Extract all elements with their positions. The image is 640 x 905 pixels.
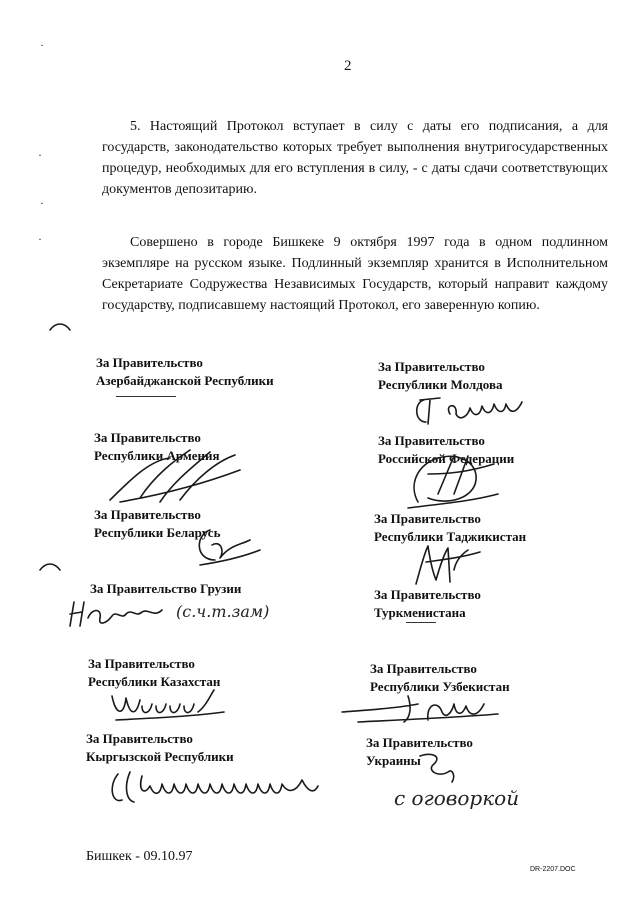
signature-moldova: [410, 392, 530, 432]
signature-georgia: [66, 596, 176, 636]
signatory-uzbekistan: За Правительство Республики Узбекистан: [370, 661, 510, 694]
paragraph-entry-into-force: [102, 116, 608, 200]
signature-kazakhstan: [106, 686, 236, 726]
signature-belarus: [190, 520, 270, 570]
signature-armenia: [100, 440, 250, 510]
paragraph-text: 5. Настоящий Протокол вступает в силу с даты его подписания, а для государств, законодательство которых требует выполнения внутригосударственных процедур, необходимых для его вступления в силу, - с даты сдачи соответствующих документов депозитарию.: [102, 119, 608, 197]
signatory-armenia: За Правительство Республики Армения: [94, 430, 220, 463]
paragraph-done-at: [102, 232, 608, 316]
signatory-georgia: За Правительство Грузии: [90, 581, 242, 596]
signature-ukraine: [412, 748, 462, 788]
signatory-kyrgyzstan: За Правительство Кыргызской Республики: [86, 731, 234, 764]
signatory-turkmenistan: За Правительство Туркменистана: [374, 587, 481, 620]
signature-uzbekistan: [338, 690, 508, 730]
signatory-kazakhstan: За Правительство Республики Казахстан: [88, 656, 221, 689]
signatory-ukraine: За Правительство Украины: [366, 735, 473, 768]
place-date: Бишкек - 09.10.97: [86, 849, 193, 864]
paragraph-text: Совершено в городе Бишкеке 9 октября 1997 года в одном подлинном экземпляре на русском языке. Подлинный экземпляр хранится в Исполнительном Секретариате Содружества Независимых Государств, который направит каждому государству, подписавшему настоящий Протокол, его заверенную копию.: [102, 235, 608, 313]
page-number: 2: [344, 58, 352, 74]
signature-kyrgyzstan: [104, 766, 324, 816]
georgia-reservation-note: (с.ч.т.зам): [176, 602, 270, 621]
margin-dot: ·: [40, 38, 44, 52]
signatory-tajikistan: За Правительство Республики Таджикистан: [374, 511, 527, 544]
signature-tajikistan: [410, 540, 490, 590]
signatory-azerbaijan: За Правительство Азербайджанской Республики: [96, 355, 274, 388]
signature-russia: [398, 444, 508, 514]
margin-mark: [38, 560, 62, 576]
signatory-moldova: За Правительство Республики Молдова: [378, 359, 503, 392]
signatory-belarus: За Правительство Республики Беларусь: [94, 507, 221, 540]
margin-mark: [48, 320, 72, 336]
document-code: DR-2207.DOC: [530, 866, 576, 873]
signature-line: [116, 396, 176, 397]
signature-line: [406, 622, 436, 623]
margin-dot: ·: [38, 148, 42, 162]
ukraine-reservation-note: с оговоркой: [394, 786, 520, 810]
margin-dot: ·: [38, 232, 42, 246]
signatory-russia: За Правительство Российской Федерации: [378, 433, 515, 466]
margin-dot: ·: [40, 196, 44, 210]
